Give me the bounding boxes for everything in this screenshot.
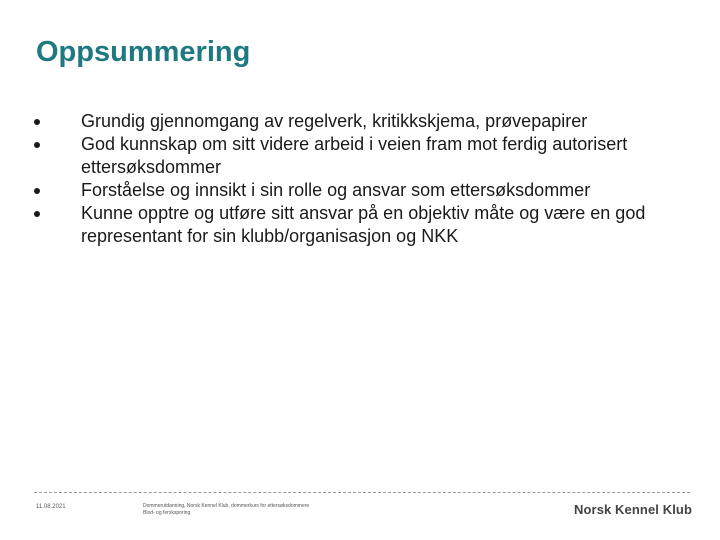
bullet-text: Grundig gjennomgang av regelverk, kritikkskjema, prøvepapirer [81, 111, 588, 131]
bullet-item [34, 110, 684, 133]
footer-note [143, 503, 363, 517]
footer-note-line: Dommerutdanning, Norsk Kennel Klub, dommerkurs for ettersøksdommere [143, 503, 310, 509]
bullet-dot-icon [34, 119, 40, 125]
bullet-text: God kunnskap om sitt videre arbeid i veien fram mot ferdig autorisert ettersøksdommer [81, 134, 628, 177]
footer-divider [34, 492, 690, 493]
bullet-text: Forståelse og innsikt i sin rolle og ansvar som ettersøksdommer [81, 180, 591, 200]
bullet-item [34, 133, 684, 179]
bullet-dot-icon [34, 211, 40, 217]
bullet-list [34, 110, 684, 248]
nkk-logo: Norsk Kennel Klub [574, 502, 692, 517]
bullet-dot-icon [34, 142, 40, 148]
footer-note-line: Blod- og fersksporing [143, 510, 191, 516]
bullet-item [34, 179, 684, 202]
footer-date: 11.08.2021 [36, 504, 66, 510]
bullet-dot-icon [34, 188, 40, 194]
bullet-text: Kunne opptre og utføre sitt ansvar på en objektiv måte og være en god representant for sin klubb/organisasjon og NKK [81, 203, 646, 246]
slide-title: Oppsummering [36, 36, 251, 68]
bullet-item [34, 202, 684, 248]
